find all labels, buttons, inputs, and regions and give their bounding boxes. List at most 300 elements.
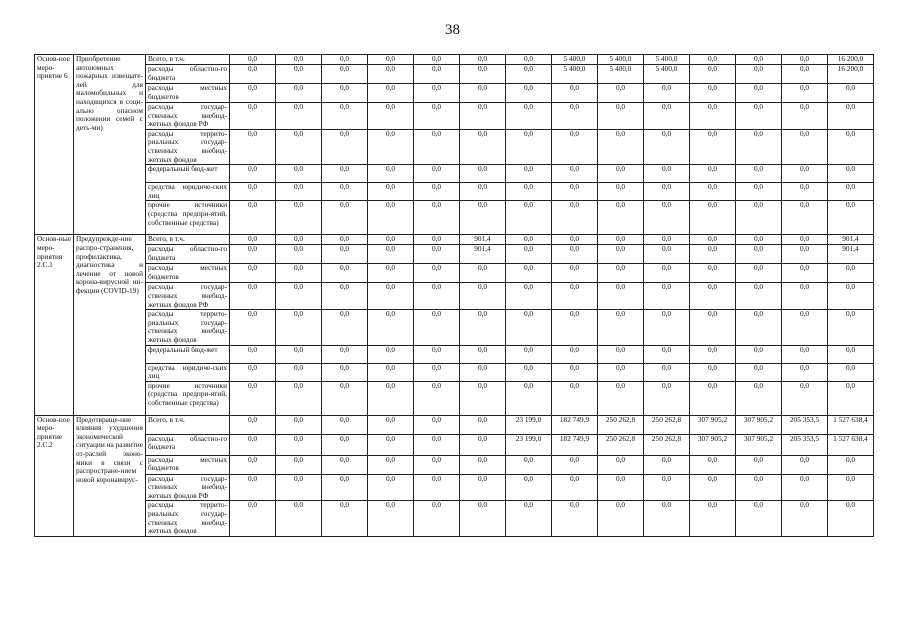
value-cell: 0,0 bbox=[552, 245, 598, 264]
value-cell: 0,0 bbox=[736, 245, 782, 264]
value-cell: 0,0 bbox=[230, 455, 276, 474]
value-cell: 0,0 bbox=[276, 363, 322, 381]
table-row bbox=[35, 310, 874, 345]
value-cell: 0,0 bbox=[276, 501, 322, 536]
funding-source: Всего, в т.ч. bbox=[146, 55, 230, 65]
value-cell: 0,0 bbox=[368, 501, 414, 536]
funding-source: федеральный бюд-жет bbox=[146, 165, 230, 183]
value-cell: 0,0 bbox=[736, 129, 782, 164]
value-cell: 0,0 bbox=[828, 165, 874, 183]
value-cell: 0,0 bbox=[598, 363, 644, 381]
value-cell: 0,0 bbox=[552, 84, 598, 103]
funding-source: Всего, в т.ч. bbox=[146, 235, 230, 245]
value-cell: 0,0 bbox=[506, 474, 552, 501]
page-number: 38 bbox=[445, 22, 460, 38]
value-cell: 0,0 bbox=[552, 345, 598, 363]
value-cell: 0,0 bbox=[552, 103, 598, 130]
value-cell: 0,0 bbox=[230, 65, 276, 84]
value-cell: 0,0 bbox=[322, 84, 368, 103]
value-cell: 0,0 bbox=[644, 501, 690, 536]
value-cell: 0,0 bbox=[460, 415, 506, 434]
value-cell: 0,0 bbox=[598, 501, 644, 536]
value-cell: 0,0 bbox=[598, 201, 644, 235]
value-cell: 0,0 bbox=[230, 165, 276, 183]
value-cell: 0,0 bbox=[230, 363, 276, 381]
value-cell: 0,0 bbox=[690, 84, 736, 103]
value-cell: 0,0 bbox=[322, 264, 368, 283]
value-cell: 0,0 bbox=[460, 264, 506, 283]
value-cell: 0,0 bbox=[414, 283, 460, 310]
value-cell: 0,0 bbox=[230, 310, 276, 345]
value-cell: 0,0 bbox=[598, 103, 644, 130]
value-cell: 0,0 bbox=[644, 165, 690, 183]
value-cell: 0,0 bbox=[828, 84, 874, 103]
value-cell: 0,0 bbox=[690, 235, 736, 245]
value-cell: 0,0 bbox=[598, 165, 644, 183]
value-cell: 0,0 bbox=[782, 84, 828, 103]
value-cell: 0,0 bbox=[276, 264, 322, 283]
value-cell: 5 400,0 bbox=[552, 65, 598, 84]
value-cell: 0,0 bbox=[368, 363, 414, 381]
value-cell: 0,0 bbox=[598, 264, 644, 283]
table-row bbox=[35, 501, 874, 536]
value-cell: 0,0 bbox=[506, 201, 552, 235]
value-cell: 0,0 bbox=[368, 245, 414, 264]
value-cell: 0,0 bbox=[736, 201, 782, 235]
value-cell: 0,0 bbox=[552, 363, 598, 381]
table-row bbox=[35, 283, 874, 310]
value-cell: 250 262,8 bbox=[598, 434, 644, 455]
value-cell: 0,0 bbox=[506, 501, 552, 536]
value-cell: 0,0 bbox=[690, 165, 736, 183]
value-cell: 0,0 bbox=[552, 455, 598, 474]
measure-description: Предупрежде-ние распро-странения, профилактика, диагностика и лечение от новой корона-вирусной ин-фекции (COVID-19) bbox=[74, 235, 146, 415]
value-cell: 0,0 bbox=[598, 84, 644, 103]
measure-description: Приобретение автономных пожарных извещате-лей для маломобильных и находящихся в соци-ально опасном положении семей с деть-ми) bbox=[74, 55, 146, 235]
value-cell: 0,0 bbox=[276, 283, 322, 310]
value-cell: 0,0 bbox=[828, 103, 874, 130]
value-cell: 0,0 bbox=[414, 129, 460, 164]
value-cell: 0,0 bbox=[368, 65, 414, 84]
budget-table bbox=[34, 54, 874, 537]
table-row bbox=[35, 434, 874, 455]
value-cell: 0,0 bbox=[460, 201, 506, 235]
value-cell: 0,0 bbox=[276, 310, 322, 345]
value-cell: 0,0 bbox=[322, 183, 368, 201]
value-cell: 0,0 bbox=[230, 84, 276, 103]
value-cell: 0,0 bbox=[644, 103, 690, 130]
table-row bbox=[35, 345, 874, 363]
value-cell: 0,0 bbox=[828, 310, 874, 345]
value-cell: 0,0 bbox=[690, 201, 736, 235]
value-cell: 0,0 bbox=[460, 55, 506, 65]
value-cell: 0,0 bbox=[322, 455, 368, 474]
value-cell: 0,0 bbox=[506, 183, 552, 201]
table-row bbox=[35, 165, 874, 183]
value-cell: 0,0 bbox=[460, 455, 506, 474]
value-cell: 0,0 bbox=[414, 84, 460, 103]
value-cell: 0,0 bbox=[368, 345, 414, 363]
value-cell: 0,0 bbox=[552, 283, 598, 310]
value-cell: 5 400,0 bbox=[644, 65, 690, 84]
value-cell: 0,0 bbox=[690, 381, 736, 415]
table-row bbox=[35, 65, 874, 84]
table-row bbox=[35, 455, 874, 474]
value-cell: 0,0 bbox=[736, 501, 782, 536]
value-cell: 0,0 bbox=[782, 129, 828, 164]
value-cell: 0,0 bbox=[414, 434, 460, 455]
value-cell: 0,0 bbox=[368, 84, 414, 103]
value-cell: 0,0 bbox=[368, 55, 414, 65]
table-row bbox=[35, 363, 874, 381]
value-cell: 0,0 bbox=[322, 434, 368, 455]
value-cell: 0,0 bbox=[690, 103, 736, 130]
value-cell: 0,0 bbox=[322, 235, 368, 245]
funding-source: средства юридиче-ских лиц bbox=[146, 183, 230, 201]
funding-source: расходы областно-го бюджета bbox=[146, 434, 230, 455]
value-cell: 0,0 bbox=[368, 235, 414, 245]
value-cell: 0,0 bbox=[506, 381, 552, 415]
value-cell: 0,0 bbox=[506, 129, 552, 164]
value-cell: 0,0 bbox=[644, 129, 690, 164]
table-row bbox=[35, 245, 874, 264]
value-cell: 0,0 bbox=[460, 165, 506, 183]
value-cell: 0,0 bbox=[506, 65, 552, 84]
value-cell: 0,0 bbox=[736, 264, 782, 283]
value-cell: 0,0 bbox=[644, 474, 690, 501]
value-cell: 0,0 bbox=[828, 183, 874, 201]
table-row bbox=[35, 235, 874, 245]
value-cell: 16 200,0 bbox=[828, 55, 874, 65]
value-cell: 0,0 bbox=[506, 283, 552, 310]
value-cell: 0,0 bbox=[736, 165, 782, 183]
value-cell: 0,0 bbox=[552, 235, 598, 245]
value-cell: 901,4 bbox=[828, 235, 874, 245]
value-cell: 0,0 bbox=[460, 501, 506, 536]
table-row bbox=[35, 183, 874, 201]
value-cell: 0,0 bbox=[736, 84, 782, 103]
value-cell: 0,0 bbox=[782, 235, 828, 245]
value-cell: 0,0 bbox=[552, 183, 598, 201]
value-cell: 0,0 bbox=[276, 129, 322, 164]
measure-name: Основ-ное меро-приятие 2.С.2 bbox=[35, 415, 74, 536]
funding-source: федеральный бюд-жет bbox=[146, 345, 230, 363]
value-cell: 0,0 bbox=[644, 84, 690, 103]
value-cell: 307 905,2 bbox=[690, 434, 736, 455]
value-cell: 0,0 bbox=[230, 434, 276, 455]
value-cell: 0,0 bbox=[276, 103, 322, 130]
value-cell: 0,0 bbox=[506, 455, 552, 474]
value-cell: 0,0 bbox=[276, 201, 322, 235]
value-cell: 0,0 bbox=[828, 455, 874, 474]
value-cell: 0,0 bbox=[690, 55, 736, 65]
value-cell: 0,0 bbox=[644, 455, 690, 474]
value-cell: 0,0 bbox=[230, 235, 276, 245]
value-cell: 0,0 bbox=[782, 283, 828, 310]
value-cell: 0,0 bbox=[736, 55, 782, 65]
value-cell: 0,0 bbox=[552, 310, 598, 345]
value-cell: 250 262,8 bbox=[644, 434, 690, 455]
value-cell: 0,0 bbox=[828, 474, 874, 501]
value-cell: 0,0 bbox=[552, 264, 598, 283]
value-cell: 0,0 bbox=[414, 415, 460, 434]
value-cell: 0,0 bbox=[276, 381, 322, 415]
value-cell: 0,0 bbox=[322, 55, 368, 65]
funding-source: расходы местных бюджетов bbox=[146, 264, 230, 283]
value-cell: 0,0 bbox=[736, 283, 782, 310]
value-cell: 0,0 bbox=[230, 129, 276, 164]
value-cell: 0,0 bbox=[276, 55, 322, 65]
value-cell: 0,0 bbox=[782, 245, 828, 264]
value-cell: 0,0 bbox=[276, 455, 322, 474]
value-cell: 0,0 bbox=[644, 381, 690, 415]
value-cell: 0,0 bbox=[230, 103, 276, 130]
value-cell: 0,0 bbox=[276, 474, 322, 501]
value-cell: 0,0 bbox=[368, 310, 414, 345]
value-cell: 0,0 bbox=[322, 283, 368, 310]
value-cell: 0,0 bbox=[230, 245, 276, 264]
value-cell: 0,0 bbox=[828, 129, 874, 164]
value-cell: 0,0 bbox=[460, 283, 506, 310]
value-cell: 0,0 bbox=[782, 201, 828, 235]
value-cell: 0,0 bbox=[368, 474, 414, 501]
value-cell: 0,0 bbox=[276, 415, 322, 434]
value-cell: 0,0 bbox=[230, 201, 276, 235]
value-cell: 0,0 bbox=[460, 310, 506, 345]
value-cell: 0,0 bbox=[322, 345, 368, 363]
measure-description: Предотвраще-ние влияния ухудшения экономической ситуации на развитие от-раслей эконо-мики в связи с распростране-нием новой коронавирус- bbox=[74, 415, 146, 536]
value-cell: 0,0 bbox=[368, 103, 414, 130]
value-cell: 0,0 bbox=[782, 455, 828, 474]
value-cell: 0,0 bbox=[322, 381, 368, 415]
value-cell: 0,0 bbox=[460, 363, 506, 381]
value-cell: 0,0 bbox=[782, 501, 828, 536]
value-cell: 0,0 bbox=[414, 310, 460, 345]
funding-source: расходы местных бюджетов bbox=[146, 84, 230, 103]
value-cell: 0,0 bbox=[598, 129, 644, 164]
value-cell: 0,0 bbox=[460, 345, 506, 363]
value-cell: 0,0 bbox=[230, 381, 276, 415]
value-cell: 23 199,0 bbox=[506, 415, 552, 434]
value-cell: 0,0 bbox=[506, 363, 552, 381]
value-cell: 0,0 bbox=[414, 201, 460, 235]
funding-source: расходы государ-ственных внебюд-жетных фондов РФ bbox=[146, 283, 230, 310]
value-cell: 0,0 bbox=[598, 381, 644, 415]
value-cell: 0,0 bbox=[828, 283, 874, 310]
value-cell: 0,0 bbox=[644, 235, 690, 245]
value-cell: 901,4 bbox=[460, 235, 506, 245]
value-cell: 0,0 bbox=[322, 129, 368, 164]
table-row bbox=[35, 201, 874, 235]
value-cell: 307 905,2 bbox=[736, 415, 782, 434]
value-cell: 0,0 bbox=[782, 345, 828, 363]
value-cell: 0,0 bbox=[644, 363, 690, 381]
value-cell: 0,0 bbox=[782, 363, 828, 381]
value-cell: 0,0 bbox=[460, 129, 506, 164]
value-cell: 250 262,8 bbox=[598, 415, 644, 434]
value-cell: 0,0 bbox=[736, 103, 782, 130]
value-cell: 0,0 bbox=[414, 474, 460, 501]
value-cell: 0,0 bbox=[552, 501, 598, 536]
value-cell: 0,0 bbox=[276, 84, 322, 103]
value-cell: 0,0 bbox=[230, 345, 276, 363]
value-cell: 0,0 bbox=[368, 455, 414, 474]
table-row bbox=[35, 129, 874, 164]
value-cell: 0,0 bbox=[690, 245, 736, 264]
value-cell: 0,0 bbox=[506, 264, 552, 283]
value-cell: 0,0 bbox=[230, 55, 276, 65]
value-cell: 0,0 bbox=[690, 501, 736, 536]
value-cell: 0,0 bbox=[736, 65, 782, 84]
value-cell: 23 199,0 bbox=[506, 434, 552, 455]
value-cell: 0,0 bbox=[598, 474, 644, 501]
value-cell: 0,0 bbox=[368, 183, 414, 201]
value-cell: 0,0 bbox=[276, 345, 322, 363]
value-cell: 0,0 bbox=[690, 345, 736, 363]
value-cell: 0,0 bbox=[276, 65, 322, 84]
value-cell: 5 400,0 bbox=[598, 55, 644, 65]
value-cell: 1 527 638,4 bbox=[828, 434, 874, 455]
value-cell: 0,0 bbox=[644, 283, 690, 310]
value-cell: 0,0 bbox=[322, 501, 368, 536]
value-cell: 250 262,8 bbox=[644, 415, 690, 434]
table-row bbox=[35, 474, 874, 501]
value-cell: 0,0 bbox=[414, 65, 460, 84]
value-cell: 0,0 bbox=[414, 264, 460, 283]
value-cell: 182 749,9 bbox=[552, 415, 598, 434]
value-cell: 0,0 bbox=[598, 183, 644, 201]
value-cell: 0,0 bbox=[690, 264, 736, 283]
value-cell: 5 400,0 bbox=[644, 55, 690, 65]
value-cell: 307 905,2 bbox=[736, 434, 782, 455]
value-cell: 0,0 bbox=[368, 129, 414, 164]
value-cell: 16 200,0 bbox=[828, 65, 874, 84]
value-cell: 0,0 bbox=[598, 455, 644, 474]
value-cell: 0,0 bbox=[690, 183, 736, 201]
value-cell: 0,0 bbox=[322, 201, 368, 235]
funding-source: средства юридиче-ских лиц bbox=[146, 363, 230, 381]
value-cell: 0,0 bbox=[782, 165, 828, 183]
value-cell: 0,0 bbox=[736, 310, 782, 345]
value-cell: 0,0 bbox=[322, 415, 368, 434]
value-cell: 1 527 638,4 bbox=[828, 415, 874, 434]
value-cell: 0,0 bbox=[276, 235, 322, 245]
value-cell: 0,0 bbox=[414, 363, 460, 381]
value-cell: 0,0 bbox=[414, 103, 460, 130]
value-cell: 0,0 bbox=[460, 84, 506, 103]
funding-source: расходы террито-риальных государ-ственных внебюд-жетных фондов bbox=[146, 501, 230, 536]
value-cell: 182 749,9 bbox=[552, 434, 598, 455]
value-cell: 0,0 bbox=[414, 245, 460, 264]
value-cell: 0,0 bbox=[552, 165, 598, 183]
funding-source: прочие источники (средства предпри-ятий, собственные средства) bbox=[146, 201, 230, 235]
value-cell: 0,0 bbox=[552, 201, 598, 235]
value-cell: 0,0 bbox=[690, 474, 736, 501]
value-cell: 0,0 bbox=[736, 183, 782, 201]
value-cell: 0,0 bbox=[230, 501, 276, 536]
value-cell: 0,0 bbox=[690, 65, 736, 84]
value-cell: 0,0 bbox=[552, 381, 598, 415]
value-cell: 0,0 bbox=[598, 345, 644, 363]
value-cell: 0,0 bbox=[322, 310, 368, 345]
value-cell: 5 400,0 bbox=[598, 65, 644, 84]
value-cell: 0,0 bbox=[506, 245, 552, 264]
value-cell: 0,0 bbox=[414, 183, 460, 201]
value-cell: 0,0 bbox=[414, 165, 460, 183]
value-cell: 0,0 bbox=[736, 363, 782, 381]
value-cell: 0,0 bbox=[644, 245, 690, 264]
value-cell: 0,0 bbox=[644, 201, 690, 235]
funding-source: расходы областно-го бюджета bbox=[146, 245, 230, 264]
funding-source: расходы областно-го бюджета bbox=[146, 65, 230, 84]
value-cell: 0,0 bbox=[690, 129, 736, 164]
value-cell: 0,0 bbox=[828, 501, 874, 536]
value-cell: 0,0 bbox=[690, 283, 736, 310]
value-cell: 0,0 bbox=[322, 363, 368, 381]
value-cell: 0,0 bbox=[322, 103, 368, 130]
value-cell: 0,0 bbox=[782, 381, 828, 415]
table-row bbox=[35, 103, 874, 130]
value-cell: 0,0 bbox=[782, 474, 828, 501]
value-cell: 0,0 bbox=[368, 283, 414, 310]
value-cell: 307 905,2 bbox=[690, 415, 736, 434]
value-cell: 0,0 bbox=[460, 65, 506, 84]
value-cell: 0,0 bbox=[276, 434, 322, 455]
measure-name: Основ-ное меро-приятие 6 bbox=[35, 55, 74, 235]
value-cell: 0,0 bbox=[736, 474, 782, 501]
value-cell: 0,0 bbox=[460, 103, 506, 130]
funding-source: Всего, в т.ч. bbox=[146, 415, 230, 434]
measure-name: Основ-ные меро-приятия 2.С.1 bbox=[35, 235, 74, 415]
value-cell: 0,0 bbox=[690, 310, 736, 345]
value-cell: 0,0 bbox=[690, 455, 736, 474]
table-row bbox=[35, 55, 874, 65]
value-cell: 5 400,0 bbox=[552, 55, 598, 65]
value-cell: 0,0 bbox=[828, 345, 874, 363]
value-cell: 0,0 bbox=[782, 103, 828, 130]
value-cell: 0,0 bbox=[230, 283, 276, 310]
value-cell: 0,0 bbox=[414, 501, 460, 536]
value-cell: 0,0 bbox=[368, 201, 414, 235]
value-cell: 0,0 bbox=[828, 201, 874, 235]
value-cell: 0,0 bbox=[782, 55, 828, 65]
value-cell: 0,0 bbox=[506, 55, 552, 65]
value-cell: 0,0 bbox=[782, 264, 828, 283]
value-cell: 0,0 bbox=[828, 381, 874, 415]
table-row bbox=[35, 415, 874, 434]
value-cell: 0,0 bbox=[230, 183, 276, 201]
funding-source: расходы террито-риальных государ-ственных внебюд-жетных фондов bbox=[146, 129, 230, 164]
value-cell: 0,0 bbox=[460, 434, 506, 455]
value-cell: 901,4 bbox=[460, 245, 506, 264]
value-cell: 0,0 bbox=[736, 345, 782, 363]
table-row bbox=[35, 381, 874, 415]
value-cell: 0,0 bbox=[736, 455, 782, 474]
value-cell: 0,0 bbox=[368, 434, 414, 455]
value-cell: 0,0 bbox=[276, 165, 322, 183]
funding-source: расходы местных бюджетов bbox=[146, 455, 230, 474]
value-cell: 0,0 bbox=[782, 183, 828, 201]
value-cell: 0,0 bbox=[230, 264, 276, 283]
value-cell: 0,0 bbox=[322, 65, 368, 84]
value-cell: 205 353,5 bbox=[782, 415, 828, 434]
value-cell: 0,0 bbox=[460, 381, 506, 415]
value-cell: 0,0 bbox=[368, 381, 414, 415]
value-cell: 0,0 bbox=[322, 165, 368, 183]
value-cell: 0,0 bbox=[828, 363, 874, 381]
value-cell: 0,0 bbox=[644, 345, 690, 363]
value-cell: 0,0 bbox=[690, 363, 736, 381]
